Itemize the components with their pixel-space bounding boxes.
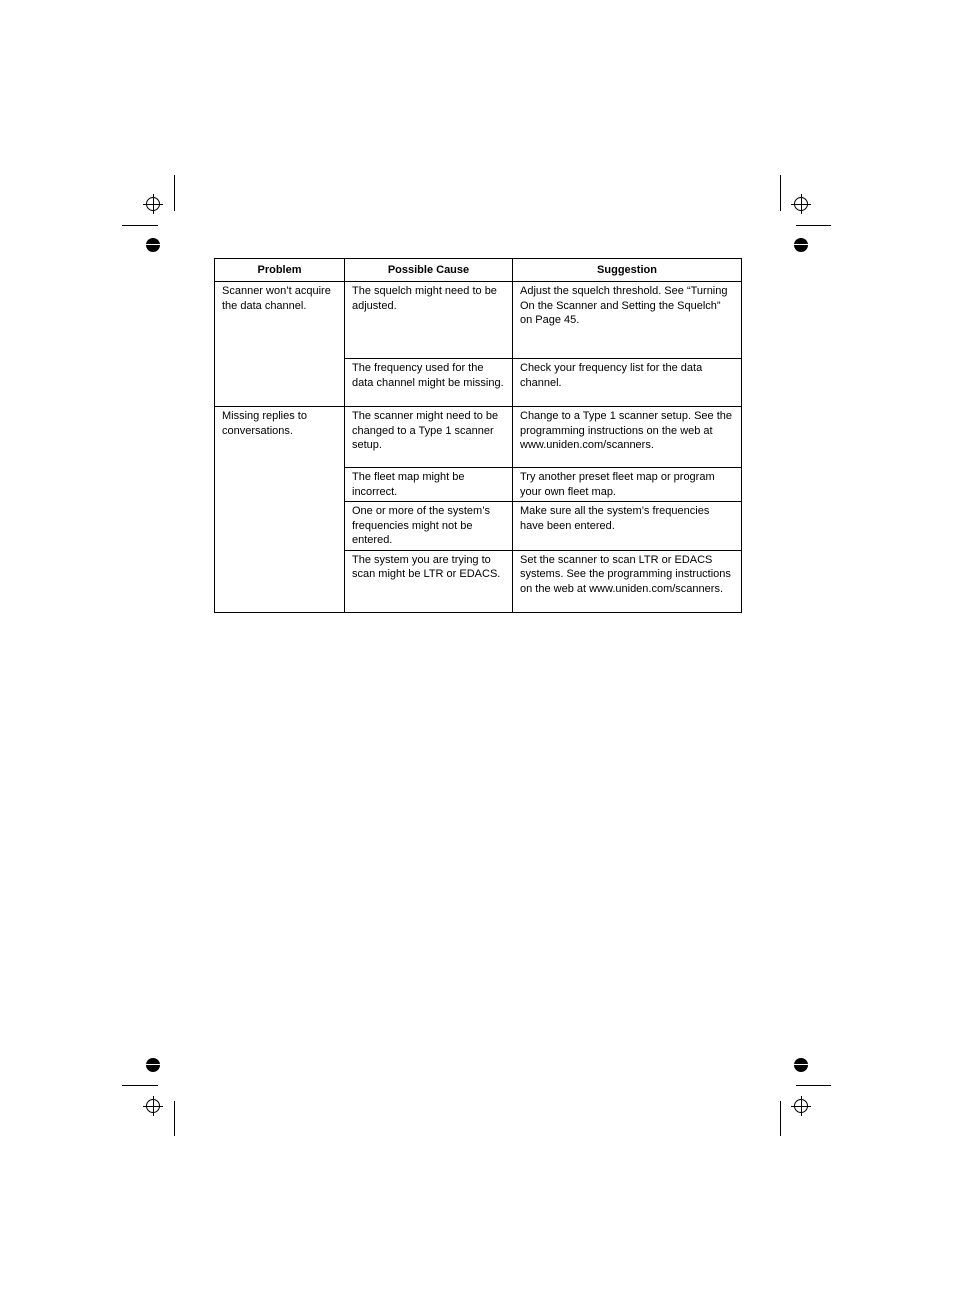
- cause-cell: The scanner might need to be changed to a Type 1 scanner setup.: [345, 407, 513, 468]
- registration-dot-icon: [146, 238, 160, 252]
- crop-mark-bottom-left-horizontal: [122, 1085, 158, 1086]
- suggestion-cell: Check your frequency list for the data channel.: [513, 359, 742, 407]
- registration-dot-icon: [794, 238, 808, 252]
- registration-target-icon: [794, 197, 808, 211]
- suggestion-cell: Make sure all the system’s frequencies have been entered.: [513, 502, 742, 551]
- registration-dot-icon: [794, 1058, 808, 1072]
- cause-cell: One or more of the system’s frequencies might not be entered.: [345, 502, 513, 551]
- registration-target-icon: [146, 1099, 160, 1113]
- table-row: [215, 282, 742, 359]
- problem-cell: Scanner won’t acquire the data channel.: [215, 282, 345, 407]
- troubleshooting-table: [214, 258, 742, 613]
- crop-mark-top-right-horizontal: [796, 225, 831, 226]
- header-suggestion: Suggestion: [513, 259, 742, 282]
- crop-mark-bottom-left-vertical: [174, 1101, 175, 1136]
- header-problem: Problem: [215, 259, 345, 282]
- suggestion-cell: Change to a Type 1 scanner setup. See the programming instructions on the web at www.uniden.com/scanners.: [513, 407, 742, 468]
- cause-cell: The squelch might need to be adjusted.: [345, 282, 513, 359]
- table-header-row: [215, 259, 742, 282]
- crop-mark-top-right-vertical: [780, 175, 781, 211]
- cause-cell: The frequency used for the data channel might be missing.: [345, 359, 513, 407]
- crop-mark-top-left-horizontal: [122, 225, 158, 226]
- cause-cell: The system you are trying to scan might be LTR or EDACS.: [345, 550, 513, 612]
- problem-cell: Missing replies to conversations.: [215, 407, 345, 613]
- registration-dot-icon: [146, 1058, 160, 1072]
- suggestion-cell: Try another preset fleet map or program your own fleet map.: [513, 468, 742, 502]
- crop-mark-top-left-vertical: [174, 175, 175, 211]
- crop-mark-bottom-right-horizontal: [796, 1085, 831, 1086]
- crop-mark-bottom-right-vertical: [780, 1101, 781, 1136]
- suggestion-cell: Set the scanner to scan LTR or EDACS systems. See the programming instructions on the web at www.uniden.com/scanners.: [513, 550, 742, 612]
- cause-cell: The fleet map might be incorrect.: [345, 468, 513, 502]
- registration-target-icon: [794, 1099, 808, 1113]
- registration-target-icon: [146, 197, 160, 211]
- header-possible-cause: Possible Cause: [345, 259, 513, 282]
- table-row: [215, 407, 742, 468]
- suggestion-cell: Adjust the squelch threshold. See “Turning On the Scanner and Setting the Squelch” on Page 45.: [513, 282, 742, 359]
